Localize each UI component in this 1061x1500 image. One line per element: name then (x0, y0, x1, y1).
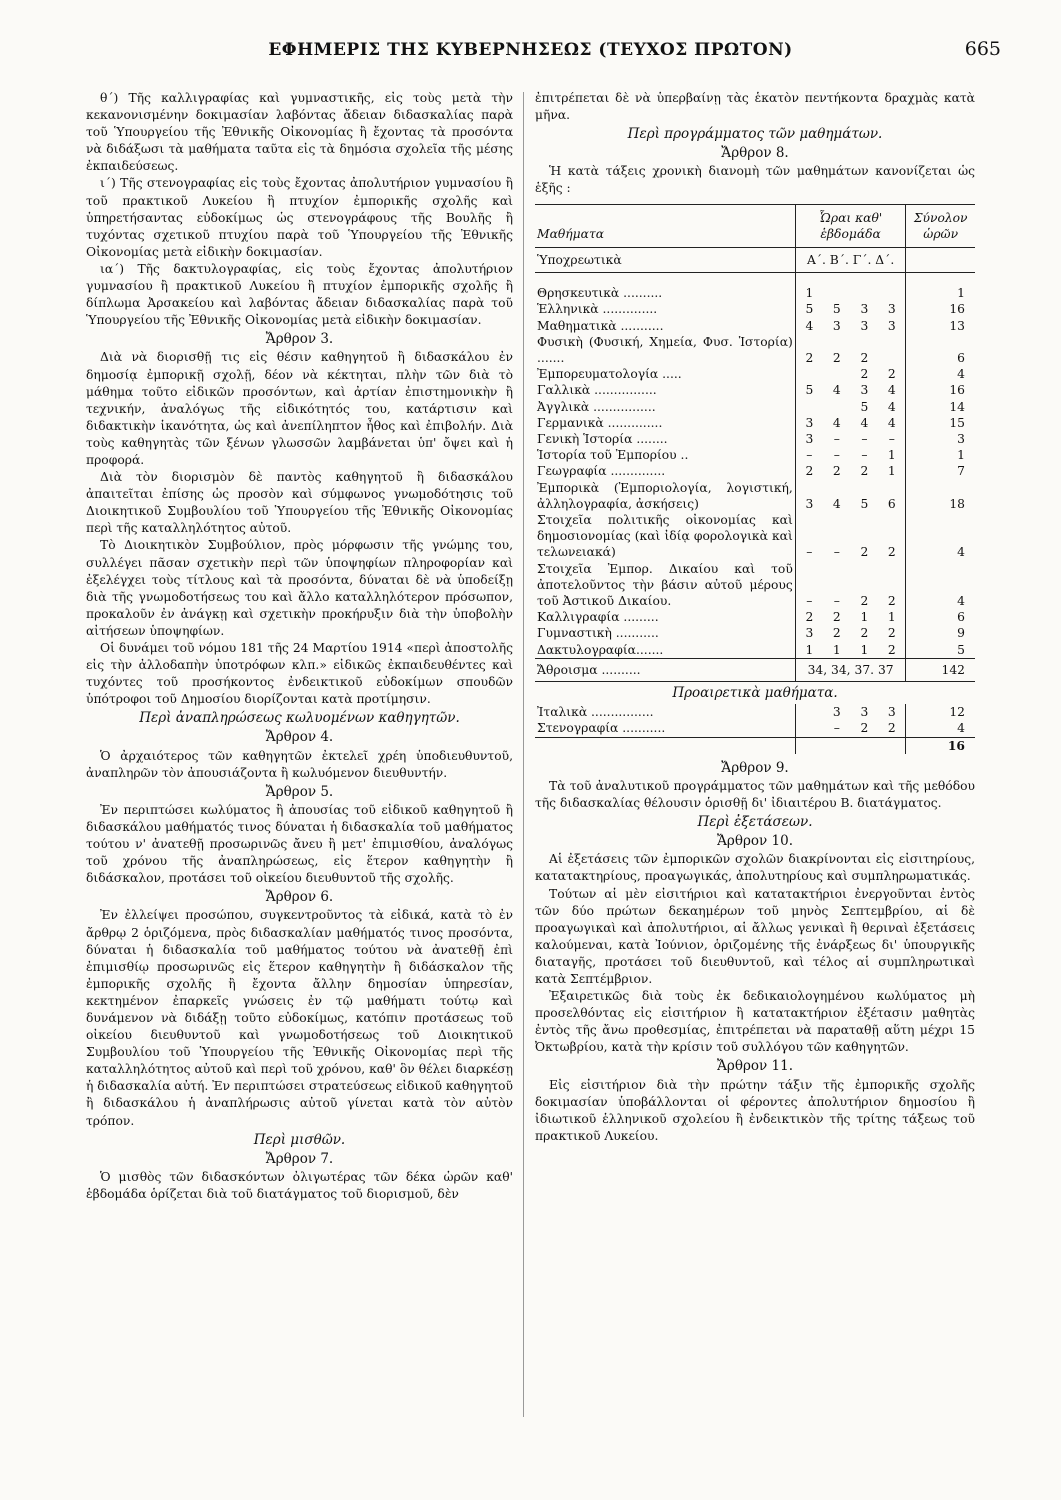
hours-cell: 3 (887, 705, 896, 720)
hours-cell: 1 (887, 464, 896, 479)
table-row (535, 642, 975, 659)
total-cell: 1 (906, 447, 975, 463)
hours-cell: 4 (832, 383, 841, 398)
table-row (535, 625, 975, 641)
article-heading: Ἄρθρον 8. (721, 145, 789, 162)
sum-values: 34, 34, 37. 37 (795, 658, 906, 681)
subject-cell: Γυμναστικὴ ........... (537, 626, 659, 641)
hours-cell: 5 (860, 399, 869, 414)
total-cell: 16 (906, 382, 975, 398)
right-column (535, 90, 975, 1145)
hours-cell: 3 (887, 318, 896, 333)
table-row (535, 463, 975, 479)
curriculum-table (535, 204, 975, 754)
total-cell: 4 (906, 561, 975, 610)
article-heading: Ἄρθρον 9. (721, 759, 789, 776)
gazette-title: ΕΦΗΜΕΡΙΣ ΤΗΣ ΚΥΒΕΡΝΗΣΕΩΣ (ΤΕΥΧΟΣ ΠΡΩΤΟΝ) (268, 40, 793, 60)
table-row (535, 366, 975, 382)
hours-cell (795, 704, 823, 720)
optional-total: 16 (906, 737, 975, 754)
hours-cell: 1 (887, 448, 896, 463)
table-row (535, 334, 975, 366)
section-heading: Περὶ μισθῶν. (253, 1131, 346, 1148)
total-cell: 4 (906, 720, 975, 737)
hours-cell: 1 (887, 610, 896, 625)
subject-cell: Ἱστορία τοῦ Ἐμπορίου .. (537, 448, 689, 463)
hours-cell: 6 (887, 496, 896, 511)
hours-cell: 2 (887, 721, 896, 736)
article-heading: Ἄρθρον 5. (265, 783, 334, 800)
subject-cell: Φυσικὴ (Φυσική, Χημεία, Φυσ. Ἱστορία) ....... (537, 334, 793, 365)
paragraph: Ὁ μισθὸς τῶν διδασκόντων ὀλιγωτέρας τῶν δέκα ὡρῶν καθ' ἑβδομάδα ὁρίζεται διὰ τοῦ διατάγματος τοῦ διορισμοῦ, δὲν (86, 1169, 513, 1201)
column-header: Μαθήματα (535, 204, 795, 247)
paragraph: Ἐν περιπτώσει κωλύματος ἢ ἀπουσίας τοῦ εἰδικοῦ καθηγητοῦ ἢ διδασκάλου μαθήματός τινος δύναται ἡ διδασκαλία τοῦ μαθήματος τούτου ν' ἀνατεθῇ προσωρινῶς ἄνευ ἢ μετ' ἐπιμισθίου, ἀναλόγως τοῦ χρόνου τῆς ἀναπληρώσεως, εἰς ἕτερον καθηγητὴν ἢ διδάσκαλον, προτάσει τοῦ οἰκείου διευθυντοῦ τῆς σχολῆς. (86, 802, 513, 886)
paragraph: Τούτων αἱ μὲν εἰσιτήριοι καὶ κατατακτήριοι ἐνεργοῦνται ἐντὸς τῶν δύο πρώτων δεκαημέρων τοῦ μηνὸς Σεπτεμβρίου, αἱ δὲ προαγωγικαὶ καὶ ἀπολυτήριοι, αἱ ἄλλως γενικαὶ ἢ θεριναὶ ἐξετάσεις καλούμεναι, κατὰ Ἰούνιον, ὁριζομένης τῆς ἐνάρξεως δι' ὑπουργικῆς διαταγῆς, προτάσει τοῦ διευθυντοῦ, καὶ τέλος αἱ συμπληρωτικαὶ κατὰ Σεπτέμβριον. (535, 886, 975, 986)
total-cell: 16 (906, 301, 975, 317)
left-column (86, 90, 513, 1203)
hours-cell (823, 399, 851, 415)
subject-cell: Ἀγγλικὰ ................ (537, 399, 656, 414)
hours-cell: 4 (860, 415, 869, 430)
subject-cell: Μαθηματικὰ ........... (537, 318, 664, 333)
paragraph: ι΄) Τῆς στενογραφίας εἰς τοὺς ἔχοντας ἀπολυτήριον γυμνασίου ἢ τοῦ πρακτικοῦ Λυκείου ἢ πτυχίον ἐμπορικῆς σχολῆς καὶ ὑπηρετήσαντας εὐδοκίμως ὡς στενογράφους τῆς Βουλῆς ἢ τυχόντας σχετικοῦ πτυχίου παρὰ τοῦ Ὑπουργείου τῆς Ἐθνικῆς Οἰκονομίας μετὰ εἰδικὴν δοκιμασίαν. (86, 176, 513, 259)
total-cell: 12 (906, 704, 975, 720)
paragraph: Ἡ κατὰ τάξεις χρονικὴ διανομὴ τῶν μαθημάτων κανονίζεται ὡς ἑξῆς : (535, 164, 975, 196)
column-header: Ὧραι καθ' ἑβδομάδα (795, 204, 906, 247)
column-divider (523, 92, 524, 1417)
hours-cell (851, 273, 879, 302)
article-heading: Ἄρθρον 10. (716, 833, 793, 850)
article-heading: Ἄρθρον 11. (716, 1058, 793, 1075)
hours-cell: 3 (795, 415, 823, 431)
section-heading: Περὶ ἐξετάσεων. (697, 814, 813, 831)
hours-cell: 3 (795, 431, 823, 447)
hours-cell: 2 (860, 545, 869, 560)
section-heading: Περὶ ἀναπληρώσεως κωλυομένων καθηγητῶν. (139, 710, 460, 727)
hours-cell: – (861, 448, 868, 463)
hours-cell: 2 (795, 334, 823, 366)
total-cell: 4 (906, 366, 975, 382)
article-heading: Ἄρθρον 7. (265, 1150, 334, 1167)
paragraph: Ἐν ἐλλείψει προσώπου, συγκεντροῦντος τὰ εἰδικά, κατὰ τὸ ἐν ἄρθρῳ 2 ὁριζόμενα, πρὸς διδασκαλίαν μαθήματός τινος προσόντα, δύναται ἡ διδασκαλία τοῦ μαθήματος τούτου νὰ ἀνατεθῇ ἐπὶ ἐπιμισθίῳ προσωρινῶς εἰς ἕτερον καθηγητὴν ἢ διδάσκαλον τῆς ἐμπορικῆς σχολῆς ἢ ἔχοντα ἄλλην δημοσίαν ὑπηρεσίαν, κεκτημένον ἐπαρκεῖς γνώσεις ἐν τῷ μαθήματι τούτῳ καὶ δυνάμενον νὰ διδάξῃ τοῦτο εὐδοκίμως, κατόπιν προτάσεως τοῦ οἰκείου διευθυντοῦ καὶ γνωμοδοτήσεως τοῦ Διοικητικοῦ Συμβουλίου τοῦ Ὑπουργείου τῆς Ἐθνικῆς Οἰκονομίας περὶ τῆς καταλληλότητος αὐτοῦ καὶ περὶ τοῦ χρόνου, καθ' ὃν θέλει διαρκέσῃ ἡ διδασκαλία αὐτή. Ἐν περιπτώσει στρατεύσεως εἰδικοῦ καθηγητοῦ ἢ διδασκάλου ἡ ἀναπλήρωσις αὐτοῦ γίνεται κατὰ τὸν αὐτὸν τρόπον. (86, 908, 513, 1128)
subject-cell: Στοιχεῖα πολιτικῆς οἰκονομίας καὶ δημοσιονομίας (καὶ ἰδίᾳ φορολογικὰ καὶ τελωνειακά) (537, 513, 793, 560)
hours-cell: 2 (832, 626, 841, 641)
subject-cell: Ἐμπορικὰ (Ἐμποριολογία, λογιστική, ἀλληλογραφία, ἀσκήσεις) (537, 480, 793, 511)
table-row (535, 431, 975, 447)
hours-cell: 2 (832, 464, 841, 479)
hours-cell: – (795, 447, 823, 463)
hours-cell: 5 (832, 302, 841, 317)
optional-total-row (535, 737, 975, 754)
hours-cell: 5 (860, 496, 869, 511)
hours-cell: 2 (860, 350, 869, 365)
paragraph: Αἱ ἐξετάσεις τῶν ἐμπορικῶν σχολῶν διακρίνονται εἰς εἰσιτηρίους, κατατακτηρίους, προαγωγικάς, ἀπολυτηρίους καὶ συμπληρωματικάς. (535, 852, 975, 884)
article-heading: Ἄρθρον 6. (265, 889, 334, 906)
table-row (535, 273, 975, 302)
total-cell: 6 (906, 334, 975, 366)
hours-cell: 3 (887, 302, 896, 317)
article-heading: Ἄρθρον 3. (265, 331, 334, 348)
subject-cell: Καλλιγραφία ......... (537, 610, 659, 625)
subject-cell: Γαλλικὰ ................ (537, 383, 657, 398)
hours-cell: 3 (860, 318, 869, 333)
table-row (535, 512, 975, 561)
column-header: Σύνολον ὡρῶν (906, 204, 975, 247)
hours-cell: 3 (860, 705, 869, 720)
row-label: Ὑποχρεωτικὰ (535, 247, 795, 272)
hours-cell: – (833, 545, 840, 560)
hours-cell: 2 (860, 464, 869, 479)
hours-cell: 2 (860, 367, 869, 382)
hours-cell: 1 (795, 642, 823, 659)
hours-cell (795, 720, 823, 737)
hours-cell: 4 (887, 415, 896, 430)
table-row (535, 399, 975, 415)
hours-cell: – (833, 594, 840, 609)
optional-heading-row (535, 682, 975, 705)
hours-cell (878, 273, 906, 302)
table-header-row (535, 204, 975, 247)
hours-cell: 2 (860, 626, 869, 641)
table-row (535, 480, 975, 512)
hours-cell: 2 (887, 626, 896, 641)
page-header (60, 40, 1001, 70)
hours-cell: 2 (795, 463, 823, 479)
hours-cell: 3 (795, 625, 823, 641)
paragraph: ια΄) Τῆς δακτυλογραφίας, εἰς τοὺς ἔχοντας ἀπολυτήριον γυμνασίου ἢ πρακτικοῦ Λυκείου ἢ πτυχίον ἐμπορικῆς σχολῆς ἢ δίπλωμα Ἀρσακείου καὶ λαβόντας ἄδειαν διδασκαλίας παρὰ τοῦ Ὑπουργείου τῆς Ἐθνικῆς Οἰκονομίας μετὰ εἰδικὴν δοκιμασίαν. (86, 261, 513, 328)
subject-cell: Θρησκευτικὰ .......... (537, 286, 663, 301)
hours-cell: 2 (832, 350, 841, 365)
hours-cell (795, 366, 823, 382)
subject-cell: Δακτυλογραφία....... (537, 642, 664, 657)
hours-cell: 2 (887, 594, 896, 609)
subject-cell: Ἑλληνικὰ .............. (537, 302, 658, 317)
total-cell: 15 (906, 415, 975, 431)
hours-cell: 5 (795, 382, 823, 398)
hours-cell: 1 (795, 273, 823, 302)
hours-cell: – (833, 721, 840, 736)
subject-cell: Γενικὴ Ἱστορία ........ (537, 432, 668, 446)
hours-cell (878, 334, 906, 366)
hours-cell: 4 (832, 415, 841, 430)
table-row (535, 301, 975, 317)
subject-cell: Στοιχεῖα Ἐμπορ. Δικαίου καὶ τοῦ ἀποτελοῦντος τὴν βάσιν αὐτοῦ μέρους τοῦ Ἀστικοῦ Δικαίου. (537, 561, 793, 609)
paragraph: Ὁ ἀρχαιότερος τῶν καθηγητῶν ἐκτελεῖ χρέη ὑποδιευθυντοῦ, ἀναπληρῶν τὸν ἀπουσιάζοντα ἢ κωλυόμενον διευθυντήν. (86, 748, 513, 780)
paragraph: θ΄) Τῆς καλλιγραφίας καὶ γυμναστικῆς, εἰς τοὺς μετὰ τὴν κεκανονισμένην δοκιμασίαν λαβόντας ἄδειαν διδασκαλίας παρὰ τοῦ Ὑπουργείου τῆς Ἐθνικῆς Οἰκονομίας ἢ ἔχοντας τὰ προσόντα νὰ διδάξωσι τὰ μαθήματα ταῦτα εἰς τὰ δημόσια σχολεῖα τῆς μέσης ἐκπαιδεύσεως. (86, 91, 513, 174)
paragraph: Ἐξαιρετικῶς διὰ τοὺς ἐκ δεδικαιολογημένου κωλύματος μὴ προσελθόντας εἰς εἰσιτήριον ἢ κατατακτήριον ἐξέτασιν μαθητὰς ἐντὸς τῆς ἄνω προθεσμίας, ἐπιτρέπεται νὰ παραταθῇ αὕτη μέχρι 15 Ὀκτωβρίου, κατὰ τὴν κρίσιν τοῦ συλλόγου τῶν καθηγητῶν. (535, 989, 975, 1055)
hours-cell: 2 (832, 610, 841, 625)
total-cell: 13 (906, 318, 975, 334)
paragraph: Τὰ τοῦ ἀναλυτικοῦ προγράμματος τῶν μαθημάτων καὶ τῆς μεθόδου τῆς διδασκαλίας θέλουσιν ὁρισθῇ δι' ἰδιαιτέρου Β. διατάγματος. (535, 778, 975, 811)
class-row (535, 247, 975, 272)
paragraph: Διὰ νὰ διορισθῇ τις εἰς θέσιν καθηγητοῦ ἢ διδασκάλου ἐν δημοσίᾳ ἐμπορικῇ σχολῇ, δέον νὰ κέκτηται, πλὴν τῶν διὰ τὸ μάθημα τοῦτο εἰδικῶν προσόντων, καὶ ἀρτίαν ἐπιστημονικὴν ἢ τεχνικήν, ἀναλόγως τῆς εἰδικότητός του, κατάρτισιν καὶ διδακτικὴν ἱκανότητα, ὡς καὶ ἀνεπίληπτον ἦθος καὶ ἐπιβολήν. Διὰ τοὺς καθηγητὰς τῶν ξένων γλωσσῶν λαμβάνεται ὑπ' ὄψει καὶ ἡ προφορά. (86, 350, 513, 467)
hours-cell: – (861, 432, 868, 446)
hours-cell: 1 (832, 642, 841, 657)
hours-cell: 2 (887, 545, 896, 560)
hours-cell: 4 (795, 318, 823, 334)
hours-cell: 3 (795, 480, 823, 512)
hours-cell: 2 (887, 642, 896, 657)
hours-cell: 1 (860, 642, 869, 657)
paragraph: ἐπιτρέπεται δὲ νὰ ὑπερβαίνῃ τὰς ἑκατὸν πεντήκοντα δραχμὰς κατὰ μῆνα. (535, 91, 975, 123)
page-number: 665 (964, 38, 1001, 60)
article-heading: Ἄρθρον 4. (265, 729, 334, 746)
hours-cell: 3 (860, 302, 869, 317)
hours-cell: 3 (832, 705, 841, 720)
hours-cell (823, 366, 851, 382)
total-cell: 1 (906, 273, 975, 302)
sum-total: 142 (906, 658, 975, 681)
hours-cell: 4 (832, 496, 841, 511)
sum-label: Ἄθροισμα .......... (535, 658, 795, 681)
sum-row (535, 658, 975, 681)
hours-cell: 1 (860, 610, 869, 625)
paragraph: Οἱ δυνάμει τοῦ νόμου 181 τῆς 24 Μαρτίου 1914 «περὶ ἀποστολῆς εἰς τὴν ἀλλοδαπὴν ὑποτρόφων κλπ.» εἰδικῶς ἐκπαιδευθέντες καὶ τυχόντες τοῦ προσήκοντος ἐνδεικτικοῦ εὐδοκίμων σπουδῶν ὑπότροφοι τοῦ Δημοσίου διορίζονται κατὰ προτίμησιν. (86, 641, 513, 707)
table-row (535, 720, 975, 737)
hours-cell: – (888, 432, 895, 446)
hours-cell: 3 (860, 383, 869, 398)
hours-cell: – (795, 512, 823, 561)
table-row (535, 415, 975, 431)
hours-cell: 2 (795, 609, 823, 625)
table-row (535, 447, 975, 463)
section-heading: Περὶ προγράμματος τῶν μαθημάτων. (627, 126, 883, 143)
paragraph: Εἰς εἰσιτήριον διὰ τὴν πρώτην τάξιν τῆς ἐμπορικῆς σχολῆς δοκιμασίαν ὑποβάλλονται οἱ φέροντες ἀπολυτήριον δημοσίου ἢ ἰδιωτικοῦ ἑλληνικοῦ σχολείου ἢ ἐνδεικτικὸν τῆς τρίτης τάξεως τοῦ πρακτικοῦ Λυκείου. (535, 1077, 975, 1143)
total-cell: 6 (906, 609, 975, 625)
total-cell: 4 (906, 512, 975, 561)
total-cell: 18 (906, 480, 975, 512)
table-row (535, 561, 975, 610)
paragraph: Διὰ τὸν διορισμὸν δὲ παντὸς καθηγητοῦ ἢ διδασκάλου ἀπαιτεῖται ἐπίσης ὡς προσὸν καὶ σύμφωνος γνωμοδότησις τοῦ Διοικητικοῦ Συμβουλίου τοῦ Ὑπουργείου τῆς Ἐθνικῆς Οἰκονομίας περὶ τῆς καταλληλότητος αὐτοῦ. (86, 470, 513, 536)
hours-cell: 4 (887, 399, 896, 414)
total-cell: 9 (906, 625, 975, 641)
subject-cell: Ἐμπορευματολογία ..... (537, 367, 682, 382)
total-cell: 14 (906, 399, 975, 415)
hours-cell: – (833, 432, 840, 446)
paragraph: Τὸ Διοικητικὸν Συμβούλιον, πρὸς μόρφωσιν τῆς γνώμης του, συλλέγει πᾶσαν σχετικὴν περὶ τῶν ὑποψηφίων πληροφορίαν καὶ ἐξελέγχει τοὺς τίτλους καὶ τὰ προσόντα, δύναται δὲ νὰ ὑποδείξῃ διὰ τῆς γνωμοδοτήσεως του καὶ ἄλλο καταλληλότερον πρόσωπον, προκαλοῦν ἐν ἀνάγκῃ καὶ σχετικὴν προκήρυξιν διὰ τὴν ὑποβολὴν αἰτήσεων ὑποψηφίων. (86, 538, 513, 638)
class-labels: Α΄. Β΄. Γ΄. Δ΄. (795, 247, 906, 272)
subject-cell: Γεωγραφία .............. (537, 464, 666, 479)
hours-cell: – (833, 448, 840, 463)
table-row (535, 609, 975, 625)
hours-cell: 2 (887, 367, 896, 382)
hours-cell: 3 (832, 318, 841, 333)
hours-cell: 2 (860, 721, 869, 736)
hours-cell: 4 (887, 383, 896, 398)
total-cell: 5 (906, 642, 975, 659)
table-row (535, 382, 975, 398)
optional-heading: Προαιρετικὰ μαθήματα. (672, 685, 838, 702)
hours-cell: – (795, 561, 823, 610)
hours-cell (823, 273, 851, 302)
total-cell: 3 (906, 431, 975, 447)
hours-cell (795, 399, 823, 415)
table-row (535, 318, 975, 334)
subject-cell: Ἰταλικὰ ................ (537, 705, 654, 720)
hours-cell: 5 (795, 301, 823, 317)
hours-cell: 2 (860, 594, 869, 609)
total-cell: 7 (906, 463, 975, 479)
subject-cell: Γερμανικὰ .............. (537, 415, 663, 430)
subject-cell: Στενογραφία ........... (537, 721, 666, 736)
table-row (535, 704, 975, 720)
